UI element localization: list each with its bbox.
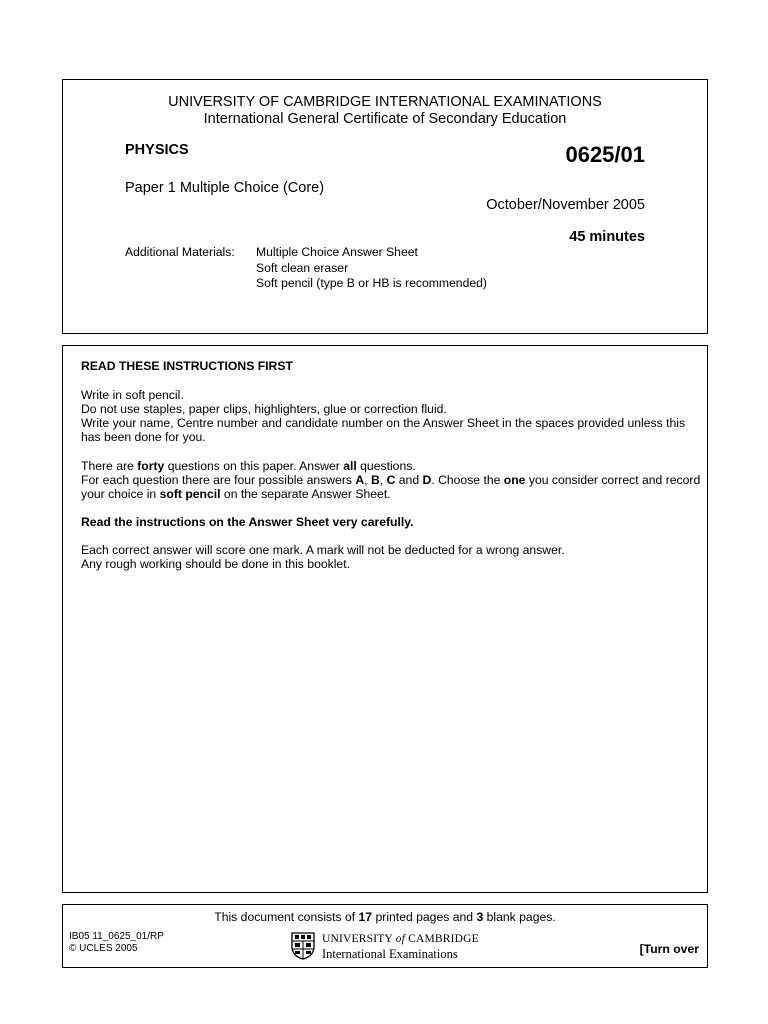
instructions-paragraph-2 [81, 459, 703, 501]
logo-line-2: International Examinations [322, 947, 458, 961]
additional-materials-label: Additional Materials: [125, 245, 235, 259]
instruction-line: There are forty questions on this paper. Answer all questions. [81, 459, 416, 473]
instruction-line: Write your name, Centre number and candidate number on the Answer Sheet in the spaces provided unless this has been done for you. [81, 416, 686, 444]
paper-code: 0625/01 [565, 142, 645, 167]
instructions-heading: READ THESE INSTRUCTIONS FIRST [81, 359, 293, 373]
material-item: Soft pencil (type B or HB is recommended) [256, 276, 487, 290]
answer-sheet-instruction: Read the instructions on the Answer Sheet very carefully. [81, 515, 414, 529]
exam-session: October/November 2005 [486, 197, 645, 213]
university-title: UNIVERSITY OF CAMBRIDGE INTERNATIONAL EXAMINATIONS [168, 94, 602, 110]
instructions-paragraph-1 [81, 388, 703, 444]
cover-header-box [62, 79, 708, 334]
additional-materials-list [256, 245, 487, 292]
instruction-line: Write in soft pencil. [81, 388, 184, 402]
instruction-line: Do not use staples, paper clips, highlighters, glue or correction fluid. [81, 402, 447, 416]
instruction-line: Each correct answer will score one mark. A mark will not be deducted for a wrong answer. [81, 543, 565, 557]
material-item: Multiple Choice Answer Sheet [256, 245, 418, 259]
cambridge-crest-icon [291, 932, 315, 960]
exam-duration: 45 minutes [569, 229, 645, 245]
instruction-line: Any rough working should be done in this booklet. [81, 557, 350, 571]
page-count-note: This document consists of 17 printed pages and 3 blank pages. [214, 910, 556, 924]
instruction-line: For each question there are four possible answers A, B, C and D. Choose the one you consider correct and record your choice in soft pencil on the separate Answer Sheet. [81, 473, 701, 501]
material-item: Soft clean eraser [256, 260, 349, 275]
instructions-box [62, 345, 708, 893]
instructions-paragraph-4 [81, 543, 703, 571]
footer-box [62, 904, 708, 968]
paper-title: Paper 1 Multiple Choice (Core) [125, 180, 325, 196]
subject-name: PHYSICS [125, 142, 189, 158]
certificate-title: International General Certificate of Secondary Education [203, 111, 567, 127]
logo-line-1: UNIVERSITY of CAMBRIDGE [322, 933, 479, 945]
copyright-notice: © UCLES 2005 [69, 943, 138, 954]
turn-over-label: [Turn over [639, 942, 699, 956]
document-reference: IB05 11_0625_01/RP [69, 931, 164, 942]
